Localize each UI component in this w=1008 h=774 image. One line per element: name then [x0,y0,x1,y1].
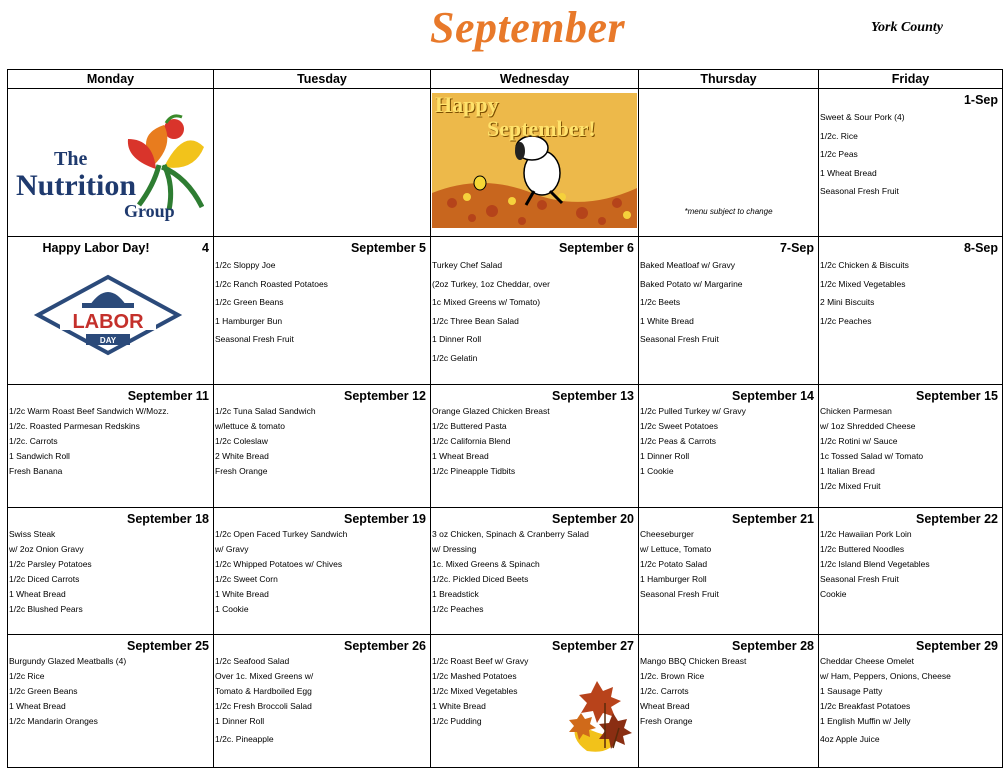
happy-september-image [432,93,637,228]
menu-item: w/lettuce & tomato [215,421,285,431]
menu-item: 1 Wheat Bread [432,451,489,461]
menu-item: 1/2c Green Beans [215,297,284,307]
day-date: September 27 [552,639,634,653]
day-date: September 20 [552,512,634,526]
menu-item: 1/2c Parsley Potatoes [9,559,92,569]
menu-item: 1/2c Sweet Corn [215,574,278,584]
menu-list [8,527,213,617]
menu-item: 1/2c Potato Salad [640,559,708,569]
menu-item: 4oz Apple Juice [820,734,880,744]
menu-item: 1/2c. Brown Rice [640,671,705,681]
menu-item: Orange Glazed Chicken Breast [432,406,550,416]
menu-list [639,654,818,729]
menu-item: 1/2c Pudding [432,716,482,726]
day-date: September 13 [552,389,634,403]
menu-item: Seasonal Fresh Fruit [640,589,719,599]
menu-item: 1/2c Peas & Carrots [640,436,717,446]
menu-item: 1/2c Buttered Noodles [820,544,905,554]
menu-note: *menu subject to change [684,207,773,216]
day-date: September 15 [916,389,998,403]
menu-item: 1/2c. Carrots [640,686,689,696]
menu-item: Fresh Banana [9,466,63,476]
day-cell [214,508,431,635]
menu-list [431,404,638,479]
menu-item: 1 White Bread [432,701,486,711]
menu-item: Chicken Parmesan [820,406,892,416]
labor-day-badge [18,265,198,365]
menu-item: 1/2c Peaches [432,604,484,614]
day-header-thursday: Thursday [639,70,819,89]
menu-list [214,654,430,749]
menu-list [431,527,638,617]
menu-item: 3 oz Chicken, Spinach & Cranberry Salad [432,529,589,539]
menu-item: 2 Mini Biscuits [820,297,875,307]
menu-item: 1/2c Sweet Potatoes [640,421,718,431]
day-date: 1-Sep [963,93,998,107]
menu-item: 1/2c Ranch Roasted Potatoes [215,278,328,289]
menu-item: Cheddar Cheese Omelet [820,656,915,666]
menu-list [819,527,1002,602]
menu-item: 1c Mixed Greens w/ Tomato) [432,297,541,307]
day-cell [8,237,214,385]
day-date: September 18 [127,512,209,526]
day-date: 7-Sep [779,241,814,255]
menu-list [639,404,818,479]
holiday-label: Happy Labor Day! [42,241,150,255]
day-cell [819,237,1003,385]
menu-list [639,527,818,602]
snoopy-text [435,93,596,141]
menu-list [819,108,1002,201]
day-cell [431,237,639,385]
menu-list [431,256,638,367]
menu-item: 1/2c Roast Beef w/ Gravy [432,656,529,666]
menu-item: 1/2c Whipped Potatoes w/ Chives [215,559,343,569]
day-cell [819,89,1003,237]
day-cell [431,89,639,237]
menu-item: 1 Dinner Roll [640,451,690,461]
menu-item: 1/2c Mixed Fruit [820,481,881,491]
nutrition-group-logo [14,105,204,225]
menu-item: Turkey Chef Salad [432,260,503,270]
day-header-wednesday: Wednesday [431,70,639,89]
menu-item: w/ 1oz Shredded Cheese [820,421,916,431]
menu-item: Sweet & Sour Pork (4) [820,112,905,122]
menu-item: Fresh Orange [640,716,693,726]
menu-item: 1 Hamburger Bun [215,315,283,326]
menu-item: 1 Dinner Roll [215,716,265,726]
logo-line1: The [54,148,88,170]
day-cell [639,237,819,385]
day-date-row [8,237,213,256]
day-date: 8-Sep [963,241,998,255]
menu-item: 1 Sandwich Roll [9,451,70,461]
menu-item: 1/2c. Roasted Parmesan Redskins [9,421,140,431]
menu-list [819,654,1002,749]
menu-item: 1/2c Fresh Broccoli Salad [215,701,312,711]
menu-item: 1/2c Three Bean Salad [432,315,519,326]
menu-item: Seasonal Fresh Fruit [640,334,719,344]
menu-item: 1/2c Rotini w/ Sauce [820,436,898,446]
menu-item: 1/2c Blushed Pears [9,604,83,614]
autumn-leaves-icon [567,673,637,755]
menu-list [819,256,1002,330]
menu-list [639,256,818,349]
day-date: September 29 [916,639,998,653]
day-date: September 6 [558,241,634,255]
menu-item: w/ Gravy [215,544,249,554]
menu-item: 1/2c Beets [640,297,681,307]
day-date: September 11 [127,389,209,403]
menu-item: 1 English Muffin w/ Jelly [820,716,911,726]
menu-item: Seasonal Fresh Fruit [820,574,899,584]
menu-item: Fresh Orange [215,466,268,476]
day-cell [431,635,639,768]
menu-list [214,527,430,617]
menu-item: 1/2c Breakfast Potatoes [820,701,911,711]
menu-item: Tomato & Hardboiled Egg [215,686,312,696]
day-date: September 12 [344,389,426,403]
labor-text: LABOR [72,311,144,333]
day-header-tuesday: Tuesday [214,70,431,89]
menu-item: 1 White Bread [215,589,269,599]
day-cell [8,89,214,237]
menu-item: 1 Wheat Bread [9,589,66,599]
menu-item: 1/2c Green Beans [9,686,78,696]
menu-item: 1 Wheat Bread [820,167,877,178]
menu-item: w/ Dressing [432,544,477,554]
menu-item: 1/2c Gelatin [432,352,478,363]
menu-item: Seasonal Fresh Fruit [820,186,899,196]
menu-item: 1 White Bread [640,315,694,326]
menu-item: 1c. Mixed Greens & Spinach [432,559,540,569]
menu-item: 1c Tossed Salad w/ Tomato [820,451,924,461]
day-cell [819,385,1003,508]
menu-item: 1/2c Open Faced Turkey Sandwich [215,529,348,539]
menu-item: 1 Breadstick [432,589,479,599]
menu-item: 1 Italian Bread [820,466,875,476]
menu-calendar [7,69,1003,768]
menu-item: Baked Meatloaf w/ Gravy [640,260,735,270]
menu-item: 1 Cookie [215,604,249,614]
menu-list [214,404,430,479]
day-cell [8,635,214,768]
menu-item: 1/2c. Carrots [9,436,58,446]
day-cell [819,508,1003,635]
county-label: York County [871,20,943,35]
menu-item: Swiss Steak [9,529,56,539]
menu-item: 1 Sausage Patty [820,686,883,696]
day-cell [639,635,819,768]
menu-item: 1/2c Mandarin Oranges [9,716,98,726]
menu-item: Seasonal Fresh Fruit [215,334,294,344]
day-date: September 21 [732,512,814,526]
menu-item: 1/2c Buttered Pasta [432,421,507,431]
day-date: September 25 [127,639,209,653]
menu-item: 1/2c. Pineapple [215,734,274,744]
menu-item: Wheat Bread [640,701,690,711]
logo-line2: Nutrition [16,169,136,202]
menu-item: 1/2c Pineapple Tidbits [432,466,516,476]
menu-item: 1 Cookie [640,466,674,476]
day-date: September 22 [916,512,998,526]
menu-item: Cheeseburger [640,529,694,539]
logo-line3: Group [124,201,175,221]
day-header-friday: Friday [819,70,1003,89]
menu-item: 1/2c Seafood Salad [215,656,290,666]
menu-item: 1/2c Mixed Vegetables [432,686,518,696]
day-cell [214,635,431,768]
day-text: DAY [99,336,117,345]
menu-item: 1/2c Coleslaw [215,436,268,446]
day-cell [214,237,431,385]
menu-list [8,654,213,729]
month-title: September [430,3,626,52]
day-date: 4 [202,241,209,255]
day-date: September 14 [732,389,814,403]
day-cell [819,635,1003,768]
day-date: September 5 [350,241,426,255]
menu-item: 1/2c Hawaiian Pork Loin [820,529,912,539]
day-cell [8,508,214,635]
menu-item: 1/2c Peas [820,149,858,159]
menu-item: 1/2c Pulled Turkey w/ Gravy [640,406,746,416]
menu-item: 2 White Bread [215,451,269,461]
snoopy-line1: Happy [435,92,499,117]
menu-item: 1/2c. Pickled Diced Beets [432,574,529,584]
menu-item: 1/2c Tuna Salad Sandwich [215,406,316,416]
menu-item: Burgundy Glazed Meatballs (4) [9,656,127,666]
day-cell [214,89,431,237]
menu-list [8,404,213,479]
day-cell [431,508,639,635]
menu-item: 1 Wheat Bread [9,701,66,711]
day-cell [639,89,819,237]
menu-item: Cookie [820,589,847,599]
day-date: September 26 [344,639,426,653]
menu-item: w/ 2oz Onion Gravy [9,544,84,554]
menu-item: 1/2c Warm Roast Beef Sandwich W/Mozz. [9,406,169,416]
menu-item: 1 Dinner Roll [432,334,482,344]
day-cell [639,508,819,635]
snoopy-line2: September! [487,116,596,141]
day-cell [8,385,214,508]
day-header-monday: Monday [8,70,214,89]
menu-item: 1/2c Chicken & Biscuits [820,260,909,270]
menu-item: (2oz Turkey, 1oz Cheddar, over [432,278,550,289]
menu-item: w/ Ham, Peppers, Onions, Cheese [820,671,951,681]
menu-item: 1/2c Peaches [820,315,872,326]
menu-item: 1 Hamburger Roll [640,574,707,584]
menu-item: 1/2c. Rice [820,130,858,141]
menu-item: 1/2c Island Blend Vegetables [820,559,930,569]
menu-item: 1/2c California Blend [432,436,511,446]
menu-item: Baked Potato w/ Margarine [640,278,743,289]
menu-list [819,404,1002,494]
menu-item: 1/2c Rice [9,671,45,681]
day-cell [639,385,819,508]
menu-item: Over 1c. Mixed Greens w/ [215,671,314,681]
menu-item: 1/2c Mixed Vegetables [820,278,906,289]
day-cell [214,385,431,508]
day-date: September 19 [344,512,426,526]
menu-item: w/ Lettuce, Tomato [640,544,712,554]
menu-item: 1/2c Sloppy Joe [215,260,276,270]
menu-item: Mango BBQ Chicken Breast [640,656,747,666]
day-date: September 28 [732,639,814,653]
menu-list [214,256,430,349]
menu-item: 1/2c Diced Carrots [9,574,80,584]
day-cell [431,385,639,508]
menu-item: 1/2c Mashed Potatoes [432,671,517,681]
